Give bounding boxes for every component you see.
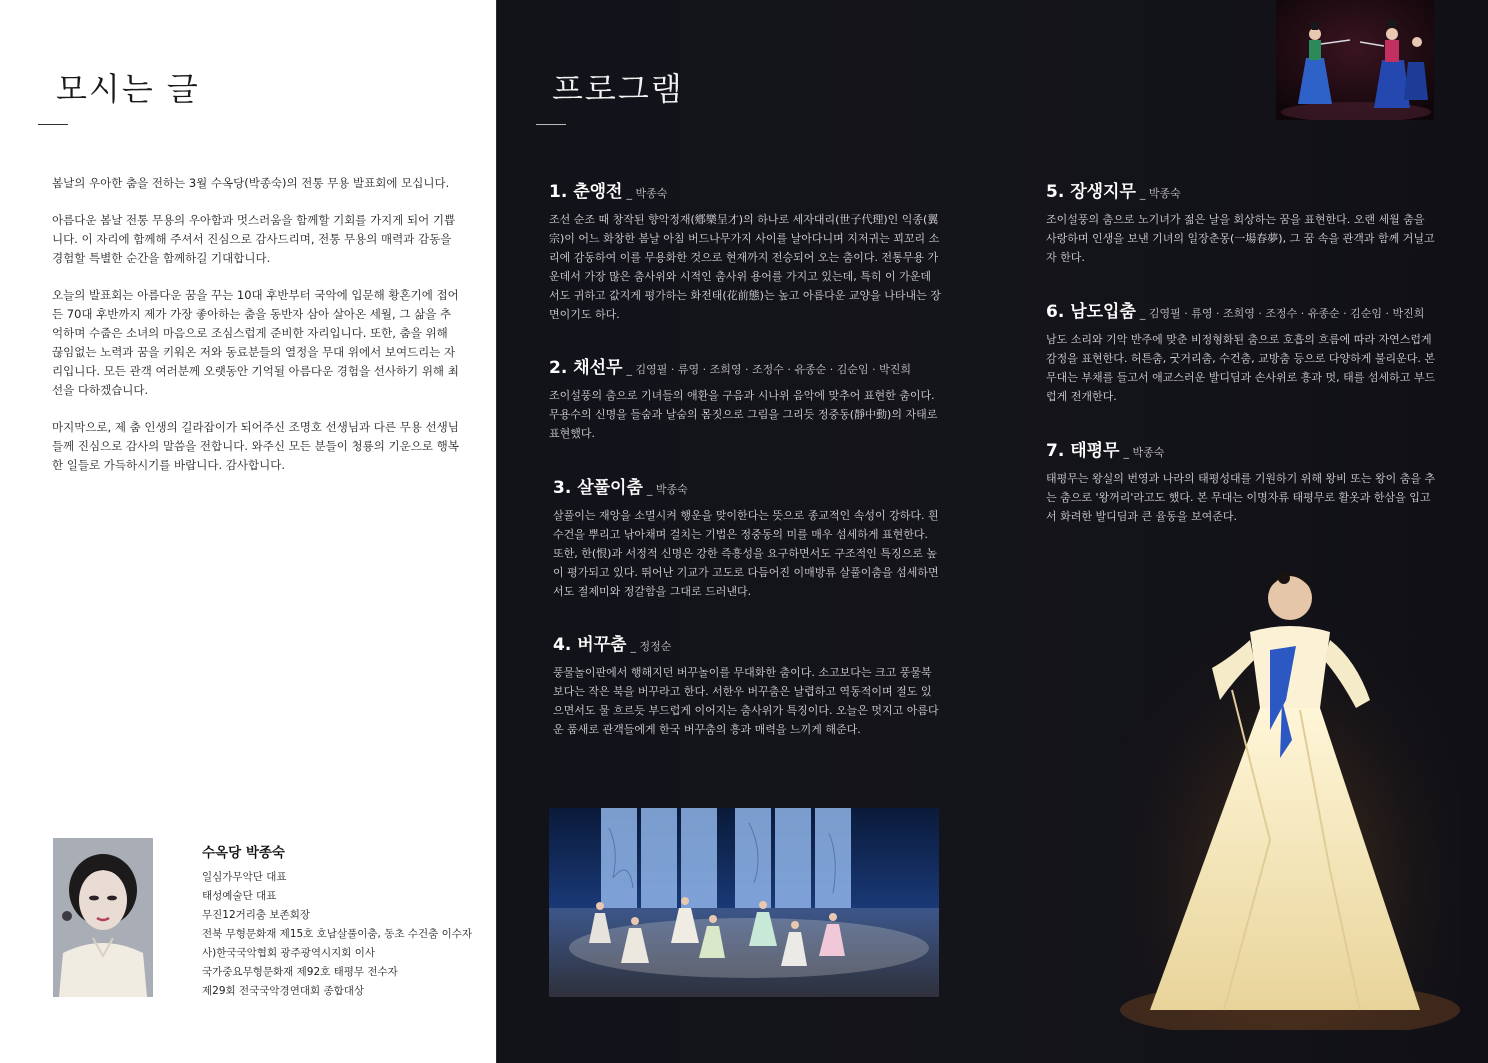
profile-role: 사)한국국악협회 광주광역시지회 이사 (202, 947, 376, 959)
greeting-paragraph: 봄날의 우아한 춤을 전하는 3월 수옥당(박종숙)의 전통 무용 발표회에 모십니다. (52, 176, 450, 190)
program-item-title: 4. 버꾸춤 (553, 635, 627, 655)
greeting-panel (0, 0, 496, 1063)
program-heading-rule (536, 124, 566, 125)
program-item-performers: 박종숙 (635, 187, 668, 200)
program-heading: 프로그램 (552, 70, 684, 108)
program-item: 5. 장생지무 _ 박종숙 조이설풍의 춤으로 노기녀가 젊은 날을 회상하는 꿈을 표현한다. 오랜 세월 춤을 사랑하며 인생을 보낸 기녀의 일장춘몽(一場春夢), 그 꿈 속을 관객과 함께 거닐고자 한다. (1046, 177, 1438, 267)
program-item-performers: 박종숙 (655, 483, 688, 496)
solo-dancer-photo (1120, 540, 1460, 1030)
page-divider (496, 0, 497, 1063)
profile-role: 일심가무악단 대표 (202, 871, 287, 883)
greeting-paragraph: 마지막으로, 제 춤 인생의 길라잡이가 되어주신 조명호 선생님과 다른 무용 선생님들께 진심으로 감사의 말씀을 전합니다. 와주신 모든 분들이 청룡의 기운으로 행복한 일들로 가득하시기를 바랍니다. 감사합니다. (52, 420, 459, 472)
program-item: 3. 살풀이춤 _ 박종숙 살풀이는 재앙을 소멸시켜 행운을 맞이한다는 뜻으로 종교적인 속성이 강하다. 흰 수건을 뿌리고 낚아채며 걸치는 기법은 정중동의 미를 매우 섬세하게 표현한다. 또한, 한(恨)과 서정적 신명은 강한 즉흥성을 요구하면서도 구조적인 특징으로 높이 평가되고 있다. 뛰어난 기교가 고도로 다듬어진 이매방류 살풀이춤을 섬세하면서도 절제미와 정갈함을 그대로 드러낸다. (553, 473, 941, 601)
program-item-title: 2. 채선무 (549, 358, 623, 378)
program-item-title: 7. 태평무 (1046, 441, 1120, 461)
program-item-title: 5. 장생지무 (1046, 182, 1136, 202)
profile-name: 수옥당 박종숙 (202, 845, 285, 861)
profile-photo (53, 838, 153, 997)
performance-photo-top (1276, 0, 1434, 120)
profile-roles (202, 868, 472, 1001)
program-item-title: 1. 춘앵전 (549, 182, 623, 202)
program-item-performers: 김영필 · 류영 · 조희영 · 조정수 · 유종순 · 김순임 · 박진희 (1148, 307, 1425, 320)
greeting-paragraph: 오늘의 발표회는 아름다운 꿈을 꾸는 10대 후반부터 국악에 입문해 황혼기에 접어든 70대 후반까지 제가 가장 좋아하는 춤을 동반자 삼아 살아온 세월, 그 삶을 추억하며 수줍은 소녀의 마음으로 조심스럽게 준비한 자리입니다. 또한, 춤을 위해 끊임없는 노력과 꿈을 키워온 저와 동료분들의 열정을 무대 위에서 보여드리는 자리입니다. 모든 관객 여러분께 오랫동안 기억될 아름다운 경험을 선사하기 위해 최선을 다하겠습니다. (52, 288, 459, 397)
program-item-title: 6. 남도입춤 (1046, 302, 1136, 322)
program-item-desc: 조이설풍의 춤으로 노기녀가 젊은 날을 회상하는 꿈을 표현한다. 오랜 세월 춤을 사랑하며 인생을 보낸 기녀의 일장춘몽(一場春夢), 그 꿈 속을 관객과 함께 거닐고자 한다. (1046, 213, 1435, 264)
greeting-paragraph: 아름다운 봄날 전통 무용의 우아함과 멋스러움을 함께할 기회를 가지게 되어 기쁩니다. 이 자리에 함께해 주셔서 진심으로 감사드리며, 전통 무용의 매력과 감동을 경험할 특별한 순간을 함께하길 기대합니다. (52, 213, 456, 265)
program-item-desc: 조선 순조 때 창작된 향악정재(鄕樂呈才)의 하나로 세자대리(世子代理)인 익종(翼宗)이 어느 화창한 봄날 아침 버드나무가지 사이를 날아다니며 지저귀는 꾀꼬리 소리에 감동하여 이를 무용화한 것으로 현재까지 전승되어 오는 춤이다. 전통무용 가운데서 가장 많은 춤사위와 시적인 춤사위 용어를 가지고 있는데, 특히 이 가운데서도 귀하고 값지게 평가하는 화전태(花前態)는 높고 아름다운 교양을 나타내는 장면이기도 하다. (549, 213, 941, 321)
profile-role: 무진12거리춤 보존회장 (202, 909, 310, 921)
program-item-performers: 박종숙 (1132, 446, 1165, 459)
program-item: 4. 버꾸춤 _ 정정순 풍물놀이판에서 행해지던 버꾸놀이를 무대화한 춤이다. 소고보다는 크고 풍물북보다는 작은 북을 버꾸라고 한다. 서한우 버꾸춤은 날렵하고 역동적이며 절도 있으면서도 물 흐르듯 부드럽게 이어지는 춤사위가 특징이다. 오늘은 멋지고 아름다운 품새로 관객들에게 한국 버꾸춤의 흥과 매력을 느끼게 해준다. (553, 630, 941, 739)
program-item-performers: 박종숙 (1148, 187, 1181, 200)
program-item-title: 3. 살풀이춤 (553, 478, 643, 498)
program-item-desc: 태평무는 왕실의 번영과 나라의 태평성대를 기원하기 위해 왕비 또는 왕이 춤을 추는 춤으로 '왕꺼리'라고도 했다. 본 무대는 이명자류 태평무로 활옷과 한삼을 입고서 화려한 발디딤과 큰 율동을 보여준다. (1046, 472, 1436, 523)
heading-rule (38, 124, 68, 125)
program-item-desc: 풍물놀이판에서 행해지던 버꾸놀이를 무대화한 춤이다. 소고보다는 크고 풍물북보다는 작은 북을 버꾸라고 한다. 서한우 버꾸춤은 날렵하고 역동적이며 절도 있으면서도 물 흐르듯 부드럽게 이어지는 춤사위가 특징이다. 오늘은 멋지고 아름다운 품새로 관객들에게 한국 버꾸춤의 흥과 매력을 느끼게 해준다. (553, 666, 939, 736)
profile-role: 제29회 전국국악경연대회 종합대상 (202, 985, 365, 997)
program-item: 7. 태평무 _ 박종숙 태평무는 왕실의 번영과 나라의 태평성대를 기원하기 위해 왕비 또는 왕이 춤을 추는 춤으로 '왕꺼리'라고도 했다. 본 무대는 이명자류 태평무로 활옷과 한삼을 입고서 화려한 발디딤과 큰 율동을 보여준다. (1046, 436, 1438, 526)
profile-role: 전북 무형문화재 제15호 호남살풀이춤, 동초 수건춤 이수자 (202, 928, 473, 940)
profile-role: 태성예술단 대표 (202, 890, 277, 902)
greeting-body (52, 174, 462, 493)
greeting-heading: 모시는 글 (56, 70, 200, 108)
program-item: 2. 채선무 _ 김영필 · 류영 · 조희영 · 조정수 · 유종순 · 김순임 · 박진희 조이설풍의 춤으로 기녀들의 애환을 구음과 시나위 음악에 맞추어 표현한 춤이다. 무용수의 신명을 들숨과 날숨의 몸짓으로 그림을 그리듯 정중동(靜中動)의 자태로 표현했다. (549, 353, 941, 443)
program-item: 6. 남도입춤 _ 김영필 · 류영 · 조희영 · 조정수 · 유종순 · 김순임 · 박진희 남도 소리와 기악 반주에 맞춘 비정형화된 춤으로 호흡의 흐름에 따라 자연스럽게 감정을 표현한다. 허튼춤, 굿거리춤, 수건춤, 교방춤 등으로 다양하게 불리운다. 본 무대는 부채를 들고서 애교스러운 발디딤과 손사위로 흥과 멋, 태를 섬세하고 부드럽게 전개한다. (1046, 297, 1438, 406)
program-item-desc: 살풀이는 재앙을 소멸시켜 행운을 맞이한다는 뜻으로 종교적인 속성이 강하다. 흰 수건을 뿌리고 낚아채며 걸치는 기법은 정중동의 미를 매우 섬세하게 표현한다. 또한, 한(恨)과 서정적 신명은 강한 즉흥성을 요구하면서도 구조적인 특징으로 높이 평가되고 있다. 뛰어난 기교가 고도로 다듬어진 이매방류 살풀이춤을 섬세하면서도 절제미와 정갈함을 그대로 드러낸다. (553, 509, 939, 598)
program-item: 1. 춘앵전 _ 박종숙 조선 순조 때 창작된 향악정재(鄕樂呈才)의 하나로 세자대리(世子代理)인 익종(翼宗)이 어느 화창한 봄날 아침 버드나무가지 사이를 날아다니며 지저귀는 꾀꼬리 소리에 감동하여 이를 무용화한 것으로 현재까지 전승되어 오는 춤이다. 전통무용 가운데서 가장 많은 춤사위와 시적인 춤사위 용어를 가지고 있는데, 특히 이 가운데서도 귀하고 값지게 평가하는 화전태(花前態)는 높고 아름다운 교양을 나타내는 장면이기도 하다. (549, 177, 941, 324)
program-item-desc: 조이설풍의 춤으로 기녀들의 애환을 구음과 시나위 음악에 맞추어 표현한 춤이다. 무용수의 신명을 들숨과 날숨의 몸짓으로 그림을 그리듯 정중동(靜中動)의 자태로 표현했다. (549, 389, 938, 440)
program-item-performers: 김영필 · 류영 · 조희영 · 조정수 · 유종순 · 김순임 · 박진희 (635, 363, 911, 376)
program-item-desc: 남도 소리와 기악 반주에 맞춘 비정형화된 춤으로 호흡의 흐름에 따라 자연스럽게 감정을 표현한다. 허튼춤, 굿거리춤, 수건춤, 교방춤 등으로 다양하게 불리운다. 본 무대는 부채를 들고서 애교스러운 발디딤과 손사위로 흥과 멋, 태를 섬세하고 부드럽게 전개한다. (1046, 333, 1436, 403)
program-item-performers: 정정순 (639, 640, 672, 653)
profile-role: 국가중요무형문화재 제92호 태평무 전수자 (202, 966, 398, 978)
group-dance-photo (549, 808, 939, 997)
